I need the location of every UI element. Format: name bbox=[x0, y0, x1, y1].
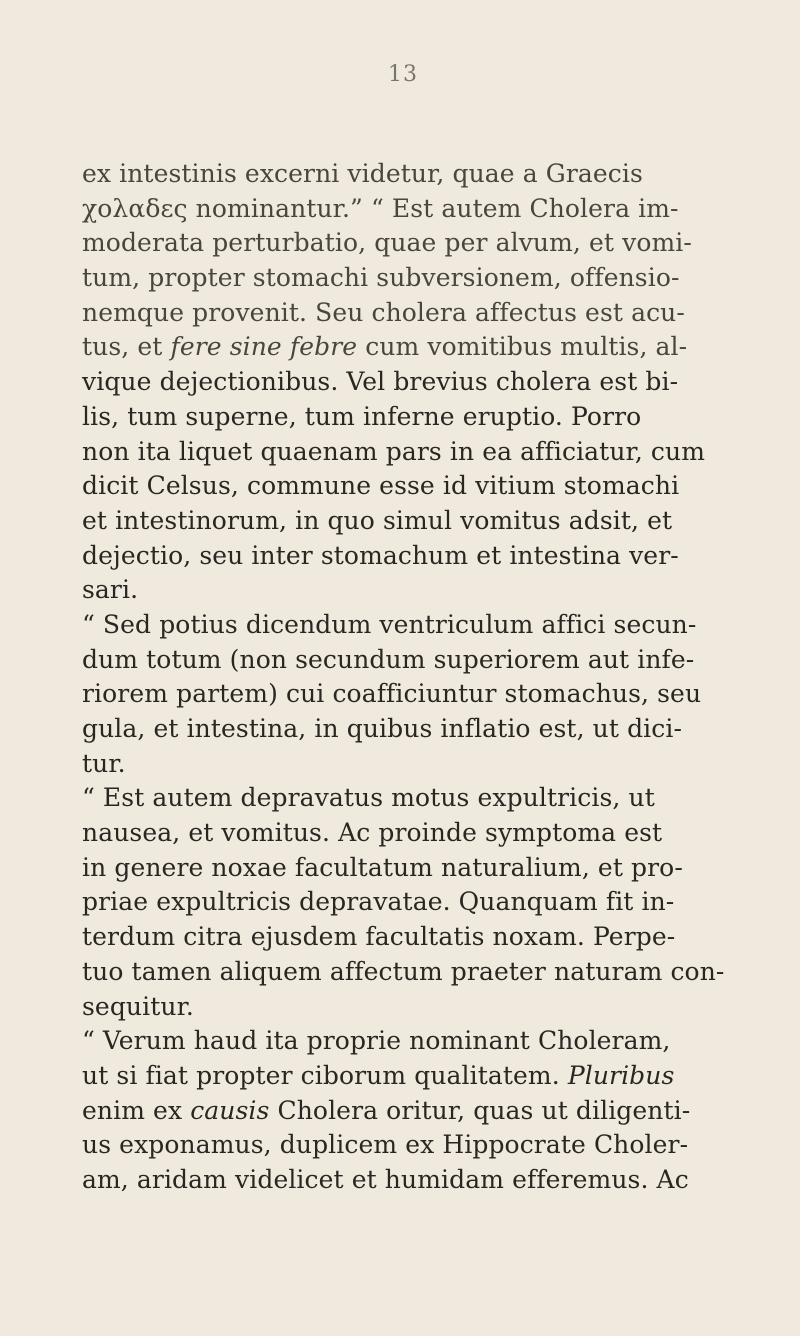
text-line-21: in genere noxae facultatum naturalium, et pro- bbox=[82, 852, 683, 882]
text-line-25: sequitur. bbox=[82, 991, 194, 1021]
text-line-5: nemque provenit. Seu cholera affectus est acu- bbox=[82, 297, 685, 327]
text-line-16: riorem partem) cui coafficiuntur stomachus, seu bbox=[82, 679, 702, 709]
text-line-11: et intestinorum, in quo simul vomitus adsit, et bbox=[82, 505, 673, 535]
text-line-6-before: tus, et bbox=[82, 332, 171, 362]
page-number: 13 bbox=[388, 62, 418, 87]
text-line-28-before: enim ex bbox=[82, 1095, 191, 1125]
text-line-29: us exponamus, duplicem ex Hippocrate Choler- bbox=[82, 1130, 689, 1160]
text-line-2: χολαδες nominantur.” “ Est autem Cholera im- bbox=[82, 193, 679, 223]
text-line-28-italic: causis bbox=[190, 1095, 270, 1125]
text-line-27 bbox=[82, 1059, 702, 1094]
text-line-4: tum, propter stomachi subversionem, offensio- bbox=[82, 263, 680, 293]
text-line-9: non ita liquet quaenam pars in ea afficiatur, cum bbox=[82, 436, 706, 466]
text-line-10: dicit Celsus, commune esse id vitium stomachi bbox=[82, 471, 680, 501]
text-line-19: “ Est autem depravatus motus expultricis, ut bbox=[82, 783, 655, 813]
text-line-27-italic: Pluribus bbox=[567, 1060, 675, 1090]
text-line-18: tur. bbox=[82, 748, 126, 778]
text-line-14: “ Sed potius dicendum ventriculum affici secun- bbox=[82, 609, 697, 639]
text-line-17: gula, et intestina, in quibus inflatio est, ut dici- bbox=[82, 714, 683, 743]
text-line-23: terdum citra ejusdem facultatis noxam. Perpe- bbox=[82, 922, 676, 952]
text-line-20: nausea, et vomitus. Ac proinde symptoma est bbox=[82, 818, 663, 848]
text-line-6 bbox=[82, 330, 702, 365]
text-line-27-before: ut si fiat propter ciborum qualitatem. bbox=[82, 1060, 568, 1090]
text-line-22: priae expultricis depravatae. Quanquam fit in- bbox=[82, 887, 675, 917]
text-line-8: lis, tum superne, tum inferne eruptio. Porro bbox=[82, 401, 642, 431]
text-line-6-italic: fere sine febre bbox=[170, 332, 358, 362]
body-text bbox=[82, 157, 725, 1198]
text-line-7: vique dejectionibus. Vel brevius cholera est bi- bbox=[82, 367, 679, 397]
text-line-15: dum totum (non secundum superiorem aut infe- bbox=[82, 644, 695, 674]
text-line-28-after: Cholera oritur, quas ut diligenti- bbox=[269, 1095, 691, 1125]
text-line-1: ex intestinis excerni videtur, quae a Graecis bbox=[82, 159, 643, 188]
text-line-3: moderata perturbatio, quae per alvum, et vomi- bbox=[82, 228, 692, 258]
text-line-6-after: cum vomitibus multis, al- bbox=[357, 332, 688, 362]
text-line-13: sari. bbox=[82, 575, 139, 605]
text-line-12: dejectio, seu inter stomachum et intestina ver- bbox=[82, 540, 679, 570]
text-line-24: tuo tamen aliquem affectum praeter naturam con- bbox=[82, 956, 725, 986]
text-line-28 bbox=[82, 1094, 702, 1129]
text-line-26: “ Verum haud ita proprie nominant Choleram, bbox=[82, 1026, 671, 1056]
text-line-30: am, aridam videlicet et humidam efferemus. Ac bbox=[82, 1164, 689, 1194]
